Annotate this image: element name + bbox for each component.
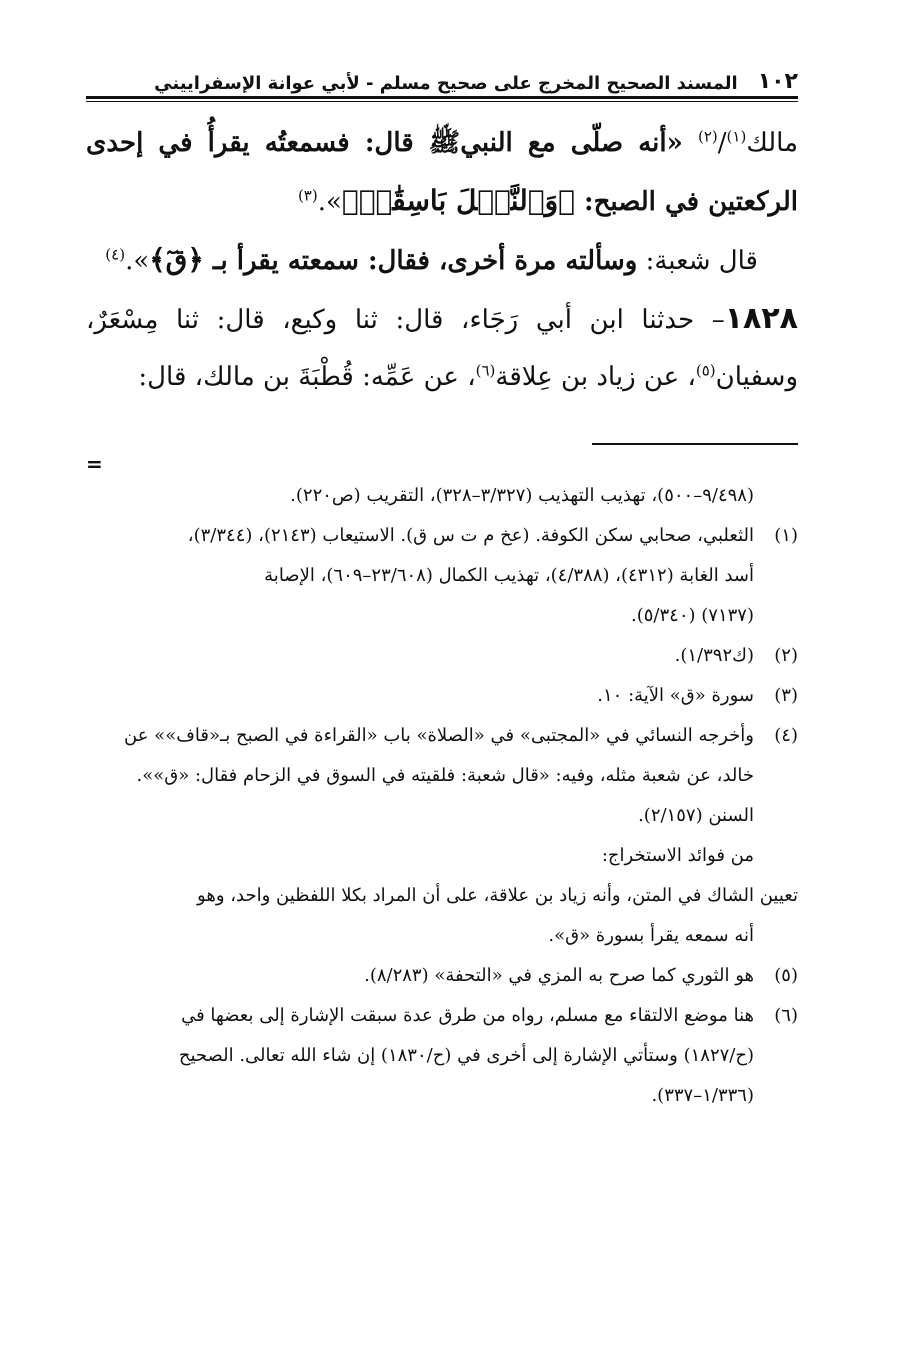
footnote-4-line6: أنه سمعه يقرأ بسورة «ق». bbox=[548, 925, 754, 946]
shuba-paragraph bbox=[86, 231, 798, 290]
isnad-text: ، عن زياد بن عِلاقة bbox=[495, 362, 696, 392]
footnote-ref: (٣) bbox=[297, 186, 318, 205]
quran-verse: ﴿وَٱلنَّخۡلَ بَاسِقَٰتٖ﴾ bbox=[341, 184, 575, 217]
page-number: ١٠٢ bbox=[757, 69, 798, 94]
text-run: / bbox=[717, 128, 727, 158]
text-run: قال شعبة: bbox=[637, 246, 758, 276]
footnote-4-line3: السنن (٢/١٥٧). bbox=[638, 805, 754, 826]
page-header bbox=[86, 58, 798, 94]
matn-text: وسألته مرة أخرى، فقال: سمعته يقرأ بـ bbox=[203, 246, 638, 276]
hadith-1828 bbox=[86, 290, 798, 406]
footnote-6-line3: (١/٣٣٦–٣٣٧). bbox=[651, 1085, 754, 1106]
header-rule-thin bbox=[86, 101, 798, 102]
footnote-number: (٥) bbox=[774, 965, 798, 986]
footnotes bbox=[86, 476, 798, 1116]
footnote-text: (ك١/٣٩٢). bbox=[674, 645, 754, 666]
footnote-4-line5: تعيين الشاك في المتن، وأنه زياد بن علاقة، على أن المراد بكلا اللفظين واحد، وهو bbox=[197, 885, 798, 906]
footnote-ref: (٢) bbox=[697, 127, 718, 146]
text-run: مالك bbox=[746, 128, 798, 158]
footnote-1-line3: (٧١٣٧) (٥/٣٤٠). bbox=[631, 605, 754, 626]
footnote-text: هنا موضع الالتقاء مع مسلم، رواه من طرق عدة سبقت الإشارة إلى بعضها في bbox=[181, 1005, 754, 1026]
footnote-number: (٣) bbox=[774, 685, 798, 706]
footnote-number: (٦) bbox=[774, 1005, 798, 1026]
footnote-1-line2: أسد الغابة (٤٣١٢)، (٤/٣٨٨)، تهذيب الكمال (٢٣/٦٠٨–٦٠٩)، الإصابة bbox=[264, 565, 754, 586]
matn-text: «أنه صلّى مع النبيﷺ قال: فسمعتُه يقرأُ في إحدى الركعتين في الصبح: bbox=[86, 128, 798, 217]
footnote-number: (١) bbox=[774, 525, 798, 546]
footnote-text: سورة «ق» الآية: ١٠. bbox=[597, 685, 754, 706]
continuation-mark: = bbox=[86, 452, 103, 476]
footnote-text: الثعلبي، صحابي سكن الكوفة. (عخ م ت س ق). الاستيعاب (٢١٤٣)، (٣/٣٤٤)، bbox=[187, 525, 754, 546]
footnote-number: (٤) bbox=[774, 725, 798, 746]
footnote-4-benefits-heading: من فوائد الاستخراج: bbox=[601, 845, 754, 866]
footnote-ref: (٥) bbox=[695, 361, 716, 380]
header-rule bbox=[86, 96, 798, 99]
footnote-4-line2: خالد، عن شعبة مثله، وفيه: «قال شعبة: فلقيته في السوق في الزحام فقال: «ق»». bbox=[136, 765, 754, 786]
footnote-6 bbox=[86, 996, 798, 1036]
footnote-3 bbox=[86, 676, 798, 716]
footnote-ref: (٦) bbox=[475, 361, 496, 380]
footnote-6-line2: (ح/١٨٢٧) وستأتي الإشارة إلى أخرى في (ح/١٨٣٠) إن شاء الله تعالى. الصحيح bbox=[178, 1045, 754, 1066]
footnote-carryover: (٩/٤٩٨–٥٠٠)، تهذيب التهذيب (٣/٣٢٧–٣٢٨)، التقريب (ص٢٢٠). bbox=[290, 485, 754, 506]
footnote-ref: (٤) bbox=[105, 245, 126, 264]
footnote-separator bbox=[592, 443, 798, 445]
footnote-ref: (١) bbox=[726, 127, 747, 146]
isnad-text: ، عن عَمِّه: قُطْبَةَ بن مالك، قال: bbox=[138, 362, 476, 392]
footnote-5 bbox=[86, 956, 798, 996]
hadith-continuation bbox=[86, 115, 798, 231]
hadith-number: ١٨٢٨ bbox=[724, 301, 798, 336]
footnote-text: هو الثوري كما صرح به المزي في «التحفة» (٨/٢٨٣). bbox=[364, 965, 754, 986]
text-run: ». bbox=[125, 246, 150, 276]
main-text bbox=[86, 115, 798, 406]
running-title: المسند الصحيح المخرج على صحيح مسلم - لأبي عوانة الإسفراييني bbox=[154, 73, 738, 94]
footnote-4 bbox=[86, 716, 798, 756]
footnote-text: وأخرجه النسائي في «المجتبى» في «الصلاة» باب «القراءة في الصبح بـ«قاف»» عن bbox=[124, 725, 754, 746]
isnad-text: – حدثنا ابن أبي رَجَاء، قال: ثنا وكيع، قال: ثنا مِسْعَرٌ، وسفيان bbox=[86, 305, 798, 392]
footnote-2 bbox=[86, 636, 798, 676]
text-run: ». bbox=[317, 187, 342, 217]
footnote-number: (٢) bbox=[774, 645, 798, 666]
quran-verse: ﴿قٓ﴾ bbox=[149, 243, 204, 276]
footnote-1 bbox=[86, 516, 798, 556]
